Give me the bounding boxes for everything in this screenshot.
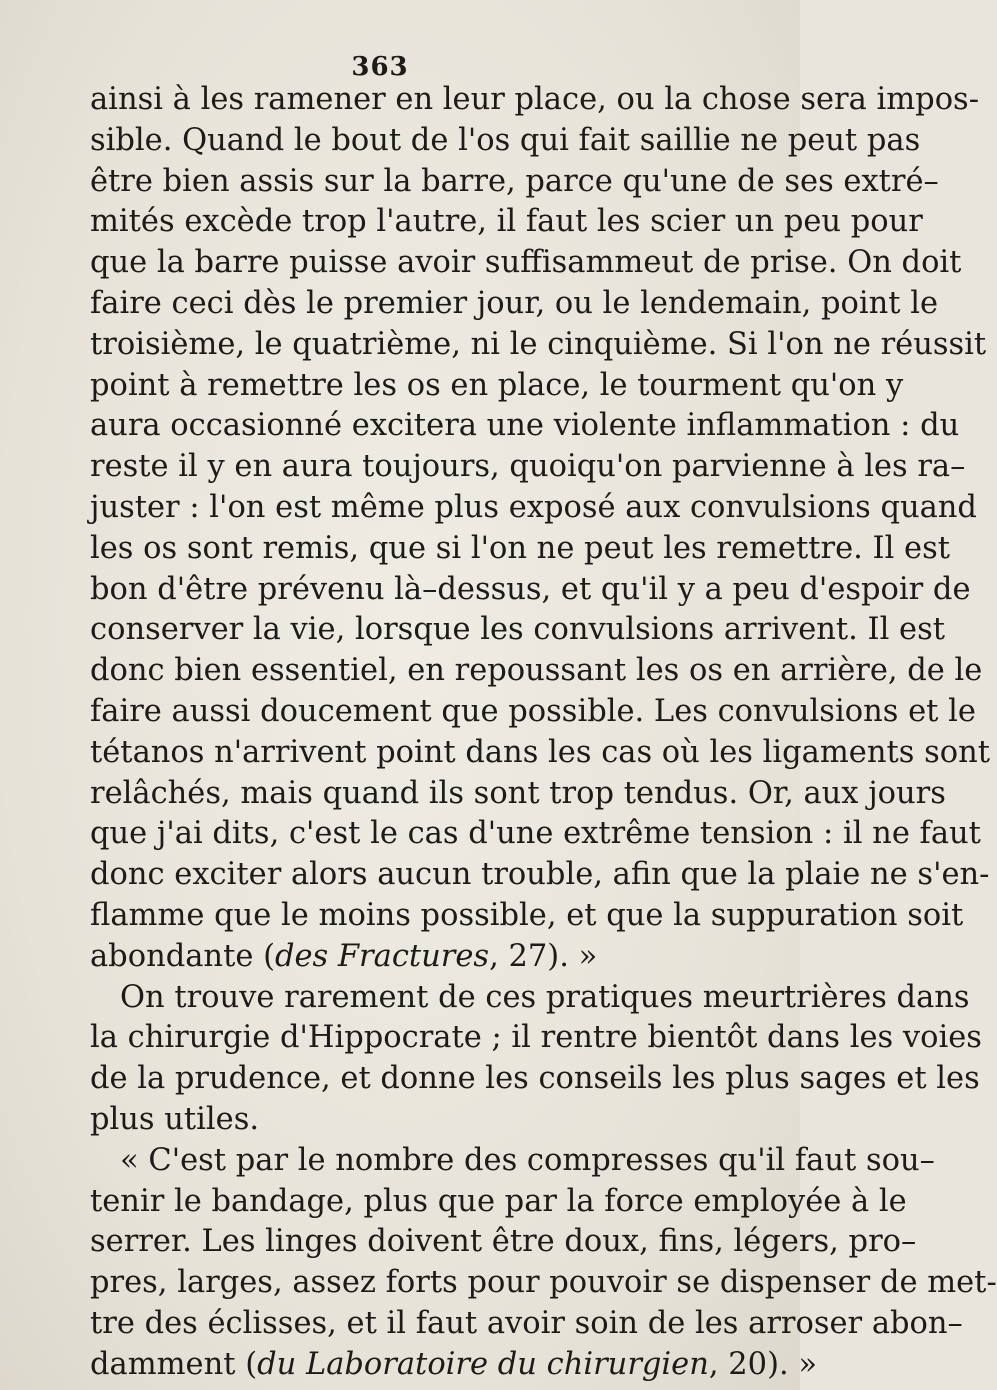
citation-title: des Fractures: [274, 938, 490, 974]
text-line: les os sont remis, que si l'on ne peut les remettre. Il est: [90, 530, 950, 566]
text-line: de la prudence, et donne les conseils les plus sages et les: [90, 1061, 980, 1097]
text-line: être bien assis sur la barre, parce qu'une de ses extré–: [90, 163, 939, 199]
text-line: sible. Quand le bout de l'os qui fait saillie ne peut pas: [90, 122, 921, 158]
text-line: tétanos n'arrivent point dans les cas où les ligaments sont: [90, 734, 991, 770]
text-line: plus utiles.: [90, 1101, 260, 1137]
text-line: aura occasionné excitera une violente inflammation : du: [90, 408, 960, 444]
page-number: 363: [351, 52, 409, 82]
text-line: relâchés, mais quand ils sont trop tendus. Or, aux jours: [90, 775, 946, 811]
text-line: ainsi à les ramener en leur place, ou la chose sera impos-: [90, 82, 980, 117]
text-line: reste il y en aura toujours, quoiqu'on parvienne à les ra–: [90, 449, 966, 485]
text-line: que j'ai dits, c'est le cas d'une extrême tension : il ne faut: [90, 816, 981, 852]
text-line: [90, 937, 760, 978]
text-line: juster : l'on est même plus exposé aux convulsions quand: [90, 489, 977, 525]
text-line: point à remettre les os en place, le tourment qu'on y: [90, 367, 904, 403]
text-line: pres, larges, assez forts pour pouvoir se dispenser de met-: [90, 1265, 997, 1301]
text-segment: abondante (: [90, 938, 275, 974]
text-segment: , 27). »: [489, 938, 598, 974]
citation-title: du Laboratoire du chirurgien: [257, 1346, 709, 1382]
text-line: donc bien essentiel, en repoussant les os en arrière, de le: [90, 653, 983, 689]
text-segment: damment (: [90, 1346, 258, 1382]
text-line: flamme que le moins possible, et que la suppuration soit: [90, 897, 964, 933]
text-line: donc exciter alors aucun trouble, afin que la plaie ne s'en-: [90, 857, 990, 893]
text-line: tenir le bandage, plus que par la force employée à le: [90, 1183, 907, 1219]
text-line: faire ceci dès le premier jour, ou le lendemain, point le: [90, 285, 939, 321]
text-line: la chirurgie d'Hippocrate ; il rentre bientôt dans les voies: [90, 1020, 982, 1056]
text-line: que la barre puisse avoir suffisammeut de prise. On doit: [90, 245, 962, 281]
text-line: conserver la vie, lorsque les convulsions arrivent. Il est: [90, 612, 945, 648]
text-line: [90, 1345, 818, 1386]
text-line: troisième, le quatrième, ni le cinquième. Si l'on ne réussit: [90, 326, 987, 362]
text-line: tre des éclisses, et il faut avoir soin de les arroser abon–: [90, 1305, 963, 1341]
text-segment: , 20). »: [708, 1346, 818, 1382]
text-line: mités excède trop l'autre, il faut les scier un peu pour: [90, 204, 923, 240]
text-line: « C'est par le nombre des compresses qu'il faut sou–: [120, 1142, 935, 1178]
text-line: bon d'être prévenu là–dessus, et qu'il y a peu d'espoir de: [90, 571, 971, 607]
text-line: serrer. Les linges doivent être doux, fins, légers, pro–: [90, 1224, 917, 1260]
text-line: On trouve rarement de ces pratiques meurtrières dans: [120, 979, 970, 1015]
body-text: [90, 80, 997, 1386]
text-line: faire aussi doucement que possible. Les convulsions et le: [90, 693, 976, 729]
